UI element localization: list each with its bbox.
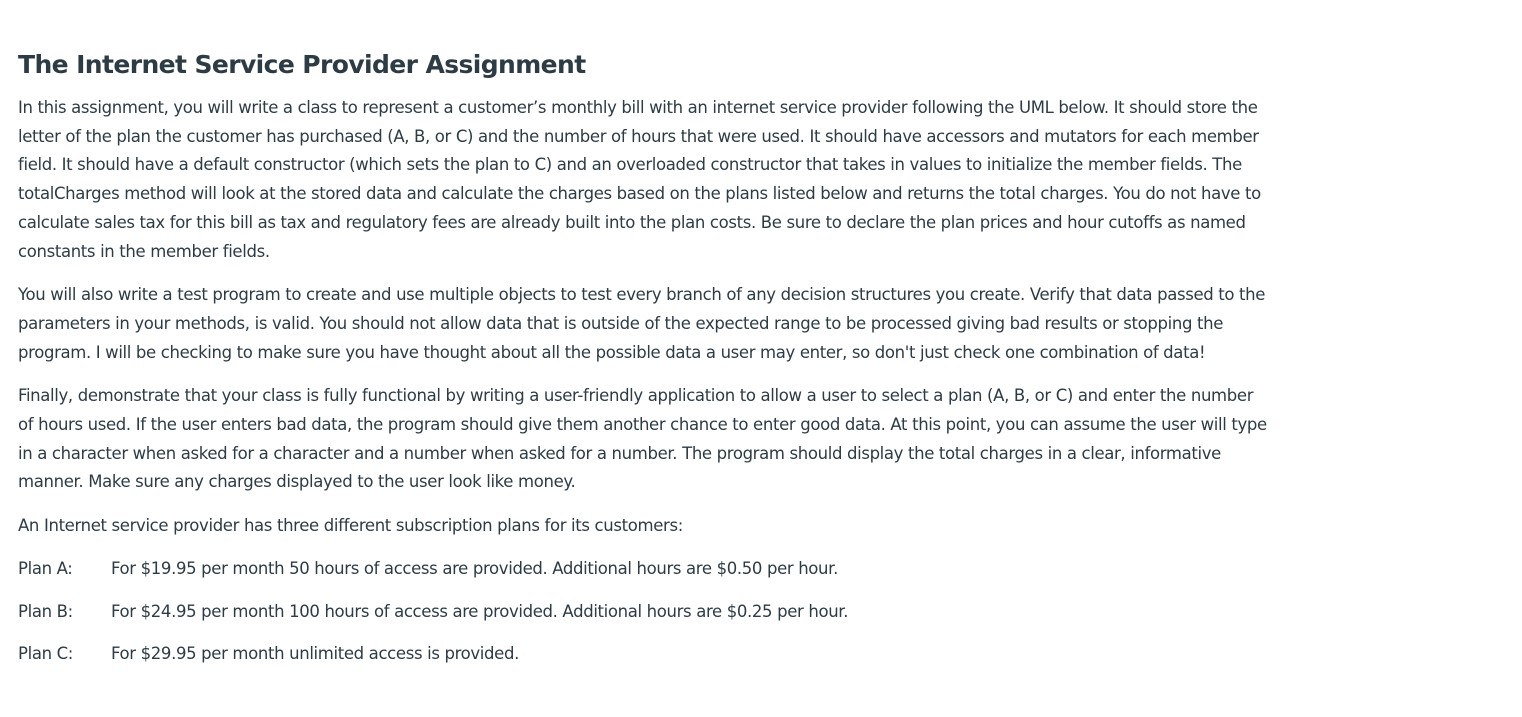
plan-description: For $19.95 per month 50 hours of access are provided. Additional hours are $0.50 per hour.: [111, 558, 838, 578]
paragraph-class-requirements: In this assignment, you will write a class to represent a customer’s monthly bill with an internet service provider following the UML below. It should store the letter of the plan the customer has purchased (A, B, or C) and the number of hours that were used. It should have accessors and mutators for each member field. It should have a default constructor (which sets the plan to C) and an overloaded constructor that takes in values to initialize the member fields. The totalCharges method will look at the stored data and calculate the charges based on the plans listed below and returns the total charges. You do not have to calculate sales tax for this bill as tax and regulatory fees are already built into the plan costs. Be sure to declare the plan prices and hour cutoffs as named constants in the member fields.: [18, 98, 1261, 261]
page-title: The Internet Service Provider Assignment: [18, 50, 586, 79]
plan-description: For $29.95 per month unlimited access is provided.: [111, 644, 519, 664]
plan-item-c: [18, 640, 1268, 669]
paragraph-test-program: You will also write a test program to create and use multiple objects to test every branch of any decision structures you create. Verify that data passed to the parameters in your methods, is valid. You should not allow data that is outside of the expected range to be processed giving bad results or stopping the program. I will be checking to make sure you have thought about all the possible data a user may enter, so don't just check one combination of data!: [18, 285, 1266, 362]
plan-label: Plan A:: [18, 558, 73, 578]
plan-description: For $24.95 per month 100 hours of access are provided. Additional hours are $0.25 per hour.: [111, 601, 849, 621]
plan-item-b: [18, 598, 1268, 627]
plan-label: Plan B:: [18, 601, 73, 621]
assignment-content: [18, 0, 1268, 669]
paragraph-application: Finally, demonstrate that your class is fully functional by writing a user-friendly application to allow a user to select a plan (A, B, or C) and enter the number of hours used. If the user enters bad data, the program should give them another chance to enter good data. At this point, you can assume the user will type in a character when asked for a character and a number when asked for a number. The program should display the total charges in a clear, informative manner. Make sure any charges displayed to the user look like money.: [18, 386, 1267, 492]
plans-intro: An Internet service provider has three different subscription plans for its customers:: [18, 516, 683, 536]
plan-list: [18, 555, 1268, 669]
plan-label: Plan C:: [18, 644, 73, 664]
plan-item-a: [18, 555, 1268, 584]
